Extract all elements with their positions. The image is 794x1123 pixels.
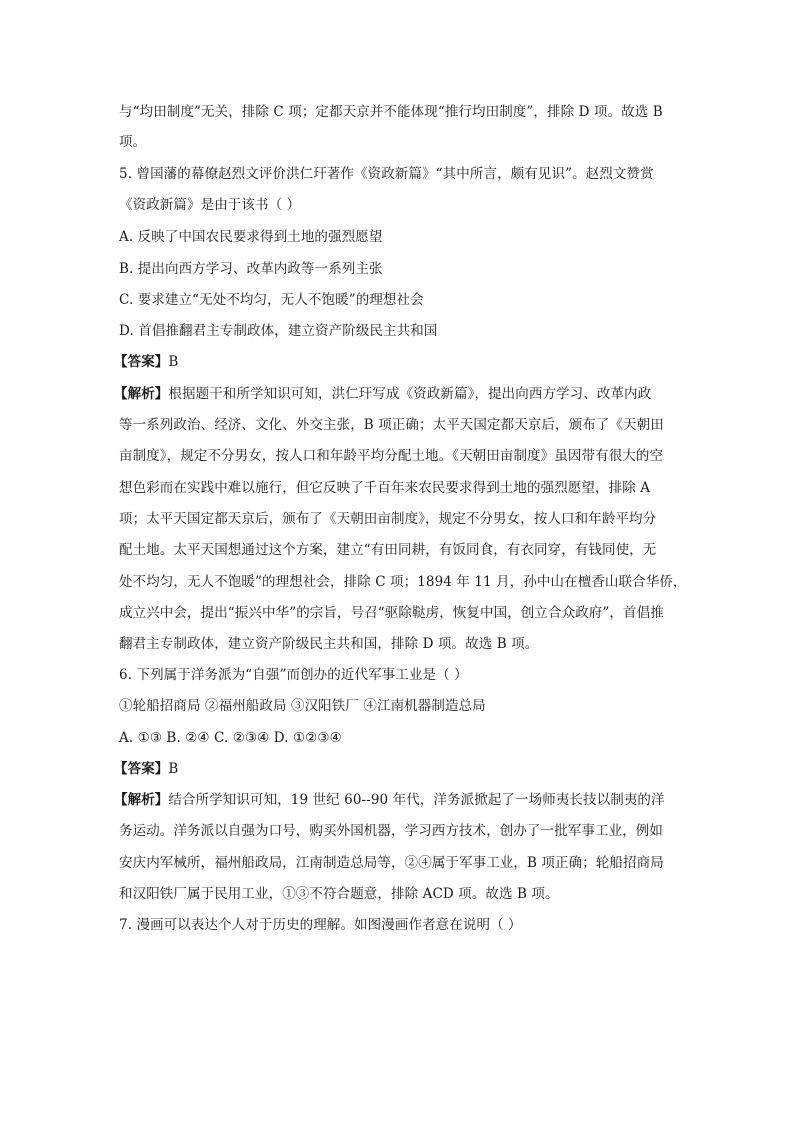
question-5-analysis-line-2: 等一系列政治、经济、文化、外交主张，B 项正确；太平天国定都天京后，颁布了《天朝田 bbox=[119, 417, 664, 433]
question-5-option-c: C. 要求建立“无处不均匀，无人不饱暖”的理想社会 bbox=[119, 292, 424, 308]
question-5-analysis-line-7: 处不均匀，无人不饱暖”的理想社会，排除 C 项；1894 年 11 月，孙中山在檀香山联合华侨， bbox=[119, 574, 687, 590]
question-5-stem-line-2: 《资政新篇》是由于该书（ ） bbox=[119, 197, 301, 213]
question-6-analysis-line-1 bbox=[114, 791, 674, 809]
question-5-analysis-line-4: 想色彩而在实践中难以施行，但它反映了千百年来农民要求得到土地的强烈愿望，排除 A bbox=[119, 480, 651, 496]
question-6-options: A. ①③ B. ②④ C. ②③④ D. ①②③④ bbox=[119, 730, 342, 746]
question-5-stem-line-1: 5. 曾国藩的幕僚赵烈文评价洪仁玕著作《资政新篇》“其中所言，颇有见识”。赵烈文赞赏 bbox=[119, 166, 654, 182]
analysis-label: 【解析】 bbox=[114, 792, 169, 808]
question-6-analysis-line-3: 安庆内军械所，福州船政局，江南制造总局等，②④属于军事工业，B 项正确；轮船招商局 bbox=[119, 855, 664, 871]
text-line-continuation-1: 与“均田制度”无关，排除 C 项；定都天京并不能体现“推行均田制度”，排除 D 项。故选 B bbox=[119, 104, 663, 120]
question-6-items: ①轮船招商局 ②福州船政局 ③汉阳铁厂 ④江南机器制造总局 bbox=[119, 698, 486, 714]
analysis-label: 【解析】 bbox=[114, 386, 169, 402]
question-6-analysis-line-2: 务运动。洋务派以自强为口号，购买外国机器，学习西方技术，创办了一批军事工业，例如 bbox=[119, 823, 663, 839]
question-6-stem: 6. 下列属于洋务派为“自强”而创办的近代军事工业是（ ） bbox=[119, 667, 468, 683]
question-5-analysis-line-9: 翻君主专制政体，建立资产阶级民主共和国，排除 D 项。故选 B 项。 bbox=[119, 636, 539, 652]
question-5-answer bbox=[114, 353, 674, 371]
answer-value: B bbox=[168, 761, 179, 777]
answer-label: 【答案】 bbox=[114, 761, 169, 777]
question-5-option-b: B. 提出向西方学习、改革内政等一系列主张 bbox=[119, 261, 383, 277]
question-5-analysis-line-8: 成立兴中会，提出“振兴中华”的宗旨，号召“驱除鞑虏，恢复中国，创立合众政府”，首倡推 bbox=[119, 605, 664, 621]
answer-value: B bbox=[168, 354, 179, 370]
question-5-option-a: A. 反映了中国农民要求得到土地的强烈愿望 bbox=[119, 229, 383, 245]
question-6-analysis-line-4: 和汉阳铁厂属于民用工业，①③不符合题意，排除 ACD 项。故选 B 项。 bbox=[119, 886, 559, 902]
analysis-text: 结合所学知识可知，19 世纪 60--90 年代，洋务派掀起了一场师夷长技以制夷的洋 bbox=[168, 792, 665, 808]
question-5-analysis-line-1 bbox=[114, 385, 674, 403]
question-6-answer bbox=[114, 760, 674, 778]
question-5-option-d: D. 首倡推翻君主专制政体，建立资产阶级民主共和国 bbox=[119, 323, 438, 339]
text-line-continuation-2: 项。 bbox=[119, 134, 147, 150]
question-5-analysis-line-3: 亩制度》，规定不分男女，按人口和年龄平均分配土地。《天朝田亩制度》虽因带有很大的空 bbox=[119, 448, 664, 464]
question-5-analysis-line-6: 配土地。太平天国想通过这个方案，建立“有田同耕，有饭同食，有衣同穿，有钱同使，无 bbox=[119, 542, 657, 558]
question-5-analysis-line-5: 项；太平天国定都天京后，颁布了《天朝田亩制度》，规定不分男女，按人口和年龄平均分 bbox=[119, 511, 657, 527]
analysis-text: 根据题干和所学知识可知，洪仁玕写成《资政新篇》，提出向西方学习、改革内政 bbox=[168, 386, 652, 402]
answer-label: 【答案】 bbox=[114, 354, 169, 370]
question-7-stem: 7. 漫画可以表达个人对于历史的理解。如图漫画作者意在说明（ ） bbox=[119, 917, 522, 933]
